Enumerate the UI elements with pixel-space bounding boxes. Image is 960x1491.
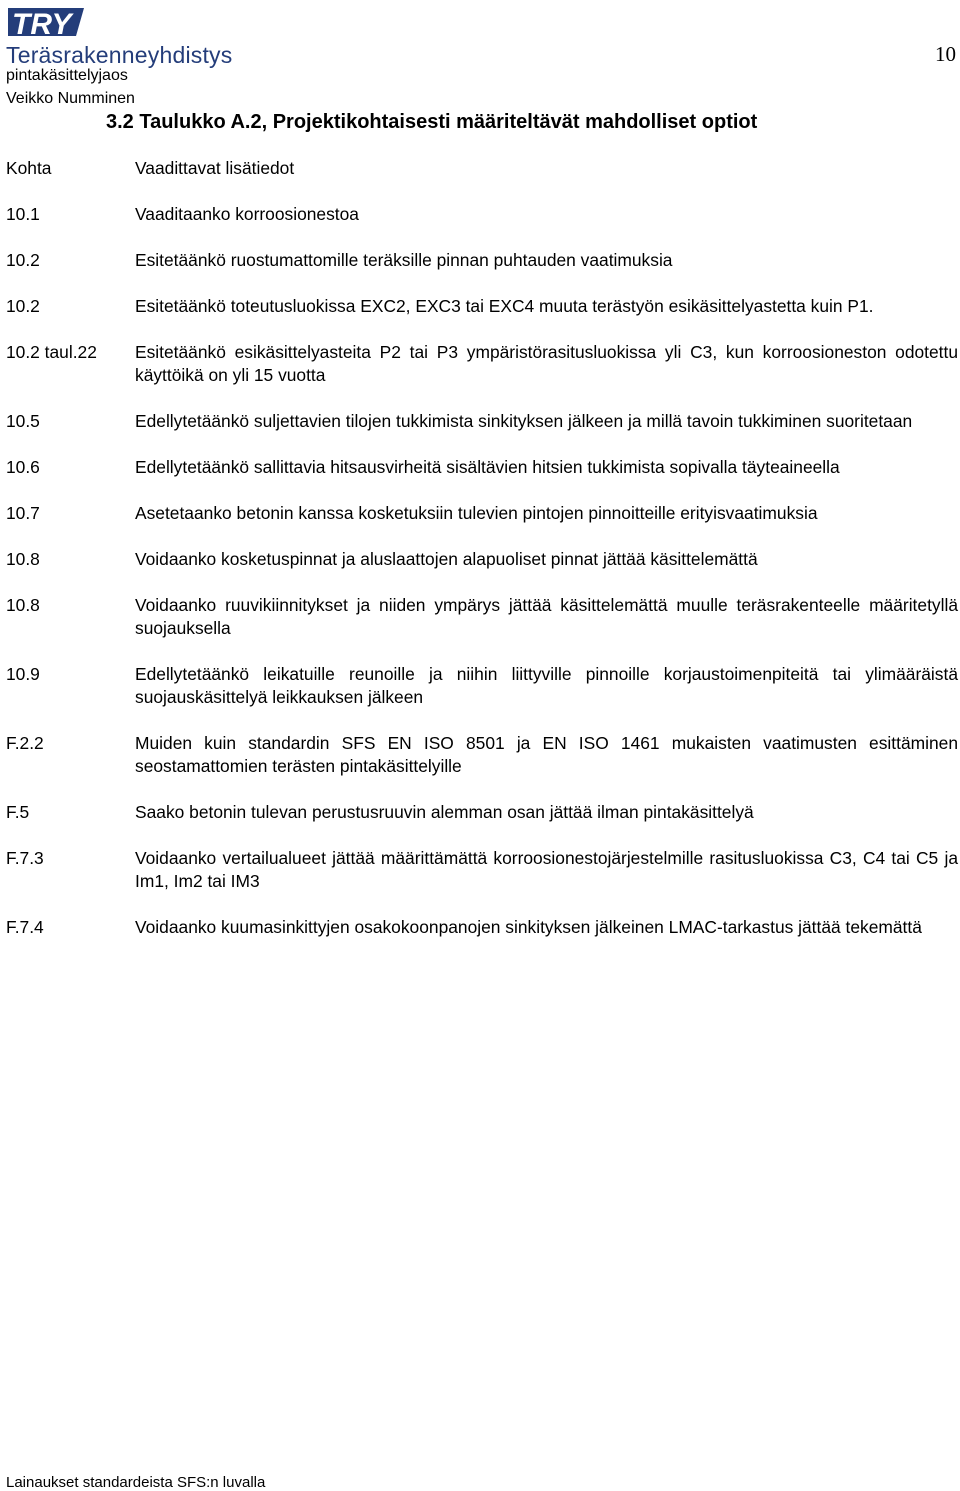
table-row	[6, 548, 958, 571]
table-row	[6, 410, 958, 433]
row-desc: Esitetäänkö ruostumattomille teräksille pinnan puhtauden vaatimuksia	[135, 250, 673, 270]
row-desc: Edellytetäänkö leikatuille reunoille ja niihin liittyville pinnoille korjaustoimenpiteitä tai ylimääräistä suojauskäsittelyä leikkauksen jälkeen	[135, 664, 958, 707]
table-row	[6, 594, 958, 640]
table-header-row	[6, 157, 958, 180]
table-row	[6, 847, 958, 893]
row-code: 10.2	[6, 296, 40, 316]
row-desc: Muiden kuin standardin SFS EN ISO 8501 ja EN ISO 1461 mukaisten vaatimusten esittäminen seostamattomien terästen pintakäsittelyille	[135, 733, 958, 776]
table-row	[6, 295, 958, 318]
table-row	[6, 341, 958, 387]
row-code: F.7.4	[6, 917, 44, 937]
row-code: 10.8	[6, 549, 40, 569]
table-row	[6, 456, 958, 479]
row-code: F.7.3	[6, 848, 44, 868]
row-desc: Esitetäänkö esikäsittelyasteita P2 tai P3 ympäristörasitusluokissa yli C3, kun korroosioneston odotettu käyttöikä on yli 15 vuotta	[135, 342, 958, 385]
row-desc: Saako betonin tulevan perustusruuvin alemman osan jättää ilman pintakäsittelyä	[135, 802, 754, 822]
row-code: 10.7	[6, 503, 40, 523]
row-desc: Vaaditaanko korroosionestoa	[135, 204, 359, 224]
row-code: 10.5	[6, 411, 40, 431]
row-code: 10.2	[6, 250, 40, 270]
table-row	[6, 502, 958, 525]
row-code: F.5	[6, 802, 30, 822]
row-desc: Voidaanko ruuvikiinnitykset ja niiden ympärys jättää käsittelemättä muulle teräsrakenteelle määritetyllä suojauksella	[135, 595, 958, 638]
row-code: F.2.2	[6, 733, 44, 753]
row-desc: Voidaanko kosketuspinnat ja aluslaattojen alapuoliset pinnat jättää käsittelemättä	[135, 549, 758, 569]
row-code: 10.9	[6, 664, 40, 684]
row-desc: Voidaanko kuumasinkittyjen osakokoonpanojen sinkityksen jälkeinen LMAC-tarkastus jättää tekemättä	[135, 917, 922, 937]
table-row	[6, 801, 958, 824]
header-code: Kohta	[6, 158, 52, 178]
logo-text: TRY	[12, 8, 72, 41]
brand-name: Teräsrakenneyhdistys	[6, 42, 233, 68]
table-row	[6, 732, 958, 778]
section-title: 3.2 Taulukko A.2, Projektikohtaisesti määriteltävät mahdolliset optiot	[106, 111, 758, 133]
table-row	[6, 663, 958, 709]
footer-note: Lainaukset standardeista SFS:n luvalla	[6, 1474, 266, 1491]
row-desc: Voidaanko vertailualueet jättää määrittämättä korroosionestojärjestelmille rasitusluokissa C3, C4 tai C5 ja Im1, Im2 tai IM3	[135, 848, 958, 891]
row-desc: Edellytetäänkö sallittavia hitsausvirheitä sisältävien hitsien tukkimista sopivalla täyteaineella	[135, 457, 840, 477]
row-code: 10.8	[6, 595, 40, 615]
row-code: 10.6	[6, 457, 40, 477]
row-code: 10.2 taul.22	[6, 342, 97, 362]
table-row	[6, 249, 958, 272]
row-code: 10.1	[6, 204, 40, 224]
table-row	[6, 916, 958, 939]
header-subunit: pintakäsittelyjaos	[6, 67, 128, 84]
options-table	[6, 157, 958, 962]
page-number: 10	[935, 42, 956, 66]
row-desc: Asetetaanko betonin kanssa kosketuksiin tulevien pintojen pinnoitteille erityisvaatimuksia	[135, 503, 818, 523]
header-author: Veikko Numminen	[6, 90, 135, 107]
header-desc: Vaadittavat lisätiedot	[135, 158, 295, 178]
try-logo-mark	[6, 6, 86, 42]
table-row	[6, 203, 958, 226]
row-desc: Esitetäänkö toteutusluokissa EXC2, EXC3 tai EXC4 muuta terästyön esikäsittelyastetta kuin P1.	[135, 296, 874, 316]
row-desc: Edellytetäänkö suljettavien tilojen tukkimista sinkityksen jälkeen ja millä tavoin tukkiminen suoritetaan	[135, 411, 913, 431]
